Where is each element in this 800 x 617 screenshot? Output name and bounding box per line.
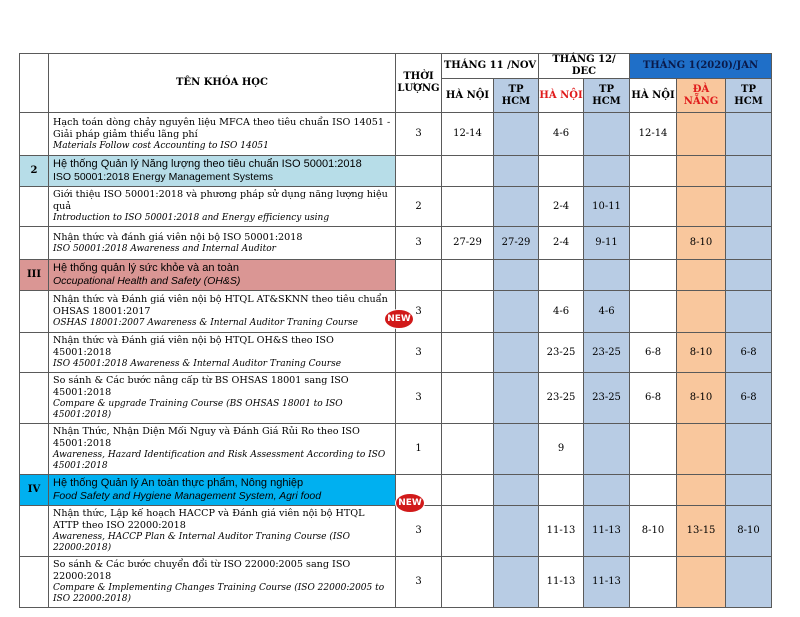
nov-hcm-cell: [494, 557, 539, 608]
empty-cell: [726, 475, 772, 506]
jan-hcm-cell: [726, 557, 772, 608]
course-name-en: ISO 45001:2018 Awareness & Internal Auditor Traning Course: [53, 359, 342, 369]
header-month-dec: THÁNG 12/ DEC: [539, 54, 630, 79]
empty-cell: [677, 260, 726, 291]
course-name-cell: [49, 113, 396, 156]
jan-hcm-cell: [726, 291, 772, 333]
course-name-vn: Nhận thức và Đánh giá viên nội bộ HTQL AT&SKNN theo tiêu chuẩn OHSAS 18001:2017: [53, 294, 388, 317]
course-name-en: Compare & upgrade Training Course (BS OHSAS 18001 to ISO 45001:2018): [53, 399, 343, 420]
course-name-vn: Nhận thức, Lập kế hoạch HACCP và Đánh giá viên nội bộ HTQL ATTP theo ISO 22000:2018: [53, 508, 365, 531]
empty-cell: [584, 475, 630, 506]
section-title-vn: Hệ thống Quản lý An toàn thực phẩm, Nông nghiệp: [53, 477, 304, 489]
dec-hanoi-cell: 11-13: [539, 506, 584, 557]
row-index-cell: [20, 424, 49, 475]
jan-hcm-cell: 8-10: [726, 506, 772, 557]
nov-hcm-cell: [494, 373, 539, 424]
header-row-months: [20, 54, 772, 79]
duration-cell: 3: [396, 333, 442, 373]
jan-hcm-cell: [726, 187, 772, 227]
header-jan-dn: ĐÀ NẴNG: [677, 79, 726, 113]
section-row: [20, 260, 772, 291]
header-blank: [20, 54, 49, 113]
jan-danang-cell: 8-10: [677, 227, 726, 260]
dec-hcm-cell: [584, 113, 630, 156]
jan-hanoi-cell: [630, 557, 677, 608]
course-name-cell: [49, 506, 396, 557]
empty-cell: [396, 156, 442, 187]
nov-hanoi-cell: [442, 557, 494, 608]
course-name-en: Awareness, HACCP Plan & Internal Auditor Traning Course (ISO 22000:2018): [53, 532, 350, 553]
section-title: [49, 475, 396, 506]
dec-hanoi-cell: 4-6: [539, 113, 584, 156]
jan-hcm-cell: [726, 113, 772, 156]
header-nov-hcm: TP HCM: [494, 79, 539, 113]
empty-cell: [726, 260, 772, 291]
dec-hcm-cell: 4-6: [584, 291, 630, 333]
duration-cell: 3: [396, 373, 442, 424]
jan-danang-cell: [677, 424, 726, 475]
jan-danang-cell: 13-15: [677, 506, 726, 557]
nov-hanoi-cell: [442, 333, 494, 373]
nov-hcm-cell: [494, 424, 539, 475]
duration-cell: 1: [396, 424, 442, 475]
course-name-cell: [49, 291, 396, 333]
section-title-en: Food Safety and Hygiene Management System, Agri food: [53, 490, 322, 502]
empty-cell: [726, 156, 772, 187]
dec-hanoi-cell: 2-4: [539, 227, 584, 260]
nov-hcm-cell: [494, 113, 539, 156]
nov-hanoi-cell: 12-14: [442, 113, 494, 156]
new-badge: NEW: [396, 494, 424, 512]
course-name-vn: Nhận thức và Đánh giá viên nội bộ HTQL OH&S theo ISO 45001:2018: [53, 335, 334, 358]
table-body: [20, 113, 772, 608]
course-name-en: ISO 50001:2018 Awareness and Internal Auditor: [53, 243, 276, 254]
empty-cell: [584, 260, 630, 291]
course-name-en: OSHAS 18001:2007 Awareness & Internal Auditor Traning Course: [53, 318, 358, 328]
empty-cell: [494, 260, 539, 291]
course-name-vn: Nhận Thức, Nhận Diện Mối Nguy và Đánh Giá Rủi Ro theo ISO 45001:2018: [53, 426, 360, 449]
row-index-cell: [20, 291, 49, 333]
jan-hcm-cell: 6-8: [726, 333, 772, 373]
jan-danang-cell: [677, 187, 726, 227]
jan-danang-cell: 8-10: [677, 373, 726, 424]
course-name-vn: So sánh & Các bước chuyển đổi từ ISO 22000:2005 sang ISO 22000:2018: [53, 559, 351, 582]
section-title: [49, 260, 396, 291]
course-name-en: Awareness, Hazard Identification and Risk Assessment According to ISO 45001:2018: [53, 450, 386, 471]
training-schedule-table: [19, 53, 772, 608]
section-title: [49, 156, 396, 187]
nov-hcm-cell: [494, 187, 539, 227]
duration-cell: 3: [396, 506, 442, 557]
dec-hanoi-cell: 23-25: [539, 333, 584, 373]
course-name-en: Compare & Implementing Changes Training Course (ISO 22000:2005 to ISO 22000:2018): [53, 583, 385, 604]
course-row: [20, 506, 772, 557]
course-name-en: Materials Follow cost Accounting to ISO 14051: [53, 140, 269, 151]
dec-hcm-cell: 23-25: [584, 373, 630, 424]
header-month-jan: THÁNG 1(2020)/JAN: [630, 54, 772, 79]
nov-hcm-cell: [494, 506, 539, 557]
row-index-cell: [20, 333, 49, 373]
course-name-cell: [49, 557, 396, 608]
course-name-vn: Giới thiệu ISO 50001:2018 và phương pháp sử dụng năng lượng hiệu quả: [53, 189, 388, 212]
dec-hanoi-cell: 9: [539, 424, 584, 475]
empty-cell: [494, 475, 539, 506]
empty-cell: [677, 156, 726, 187]
empty-cell: [584, 156, 630, 187]
jan-hanoi-cell: [630, 424, 677, 475]
row-index-cell: [20, 506, 49, 557]
empty-cell: [630, 475, 677, 506]
empty-cell: [494, 156, 539, 187]
course-row: [20, 557, 772, 608]
jan-danang-cell: [677, 291, 726, 333]
jan-hanoi-cell: 6-8: [630, 333, 677, 373]
jan-hanoi-cell: 8-10: [630, 506, 677, 557]
duration-cell: 3: [396, 227, 442, 260]
empty-cell: [442, 260, 494, 291]
nov-hanoi-cell: [442, 291, 494, 333]
course-row: [20, 333, 772, 373]
nov-hanoi-cell: 27-29: [442, 227, 494, 260]
empty-cell: [442, 475, 494, 506]
course-name-cell: [49, 227, 396, 260]
jan-hanoi-cell: [630, 291, 677, 333]
course-name-cell: [49, 424, 396, 475]
nov-hanoi-cell: [442, 373, 494, 424]
jan-danang-cell: [677, 557, 726, 608]
jan-hanoi-cell: [630, 227, 677, 260]
dec-hanoi-cell: 11-13: [539, 557, 584, 608]
jan-hcm-cell: 6-8: [726, 373, 772, 424]
empty-cell: [396, 260, 442, 291]
jan-hanoi-cell: 6-8: [630, 373, 677, 424]
empty-cell: [677, 475, 726, 506]
course-name-en: Introduction to ISO 50001:2018 and Energy efficiency using: [53, 213, 330, 223]
header-course-name: TÊN KHÓA HỌC: [49, 54, 396, 113]
empty-cell: [539, 260, 584, 291]
section-number: 2: [20, 156, 49, 187]
row-index-cell: [20, 187, 49, 227]
row-index-cell: [20, 557, 49, 608]
dec-hcm-cell: 10-11: [584, 187, 630, 227]
row-index-cell: [20, 113, 49, 156]
section-row: [20, 156, 772, 187]
dec-hanoi-cell: 23-25: [539, 373, 584, 424]
jan-danang-cell: [677, 113, 726, 156]
course-name-cell: [49, 373, 396, 424]
row-index-cell: [20, 373, 49, 424]
nov-hanoi-cell: [442, 424, 494, 475]
empty-cell: [539, 475, 584, 506]
course-row: [20, 373, 772, 424]
duration-cell: 2: [396, 187, 442, 227]
jan-hanoi-cell: 12-14: [630, 113, 677, 156]
section-number: III: [20, 260, 49, 291]
nov-hanoi-cell: [442, 506, 494, 557]
section-title-vn: Hệ thống Quản lý Năng lượng theo tiêu chuẩn ISO 50001:2018: [53, 158, 362, 170]
jan-hcm-cell: [726, 424, 772, 475]
duration-cell: 3: [396, 113, 442, 156]
jan-hcm-cell: [726, 227, 772, 260]
header-month-nov: THÁNG 11 /NOV: [442, 54, 539, 79]
header-dec-hn: HÀ NỘI: [539, 79, 584, 113]
section-title-vn: Hệ thống quản lý sức khỏe và an toàn: [53, 262, 239, 274]
course-name-vn: Nhận thức và đánh giá viên nội bộ ISO 50001:2018: [53, 231, 303, 243]
course-name-cell: [49, 333, 396, 373]
course-row: [20, 113, 772, 156]
empty-cell: [630, 156, 677, 187]
nov-hcm-cell: 27-29: [494, 227, 539, 260]
dec-hcm-cell: 9-11: [584, 227, 630, 260]
course-row: [20, 187, 772, 227]
header-jan-hcm: TP HCM: [726, 79, 772, 113]
course-name-vn: So sánh & Các bước nâng cấp từ BS OHSAS 18001 sang ISO 45001:2018: [53, 375, 349, 398]
header-duration: THỜI LƯỢNG: [396, 54, 442, 113]
course-row: [20, 424, 772, 475]
header-jan-hn: HÀ NỘI: [630, 79, 677, 113]
header-nov-hn: HÀ NỘI: [442, 79, 494, 113]
course-name-vn: Hạch toán dòng chảy nguyên liệu MFCA theo tiêu chuẩn ISO 14051 - Giải pháp giảm thiểu lãng phí: [53, 116, 391, 140]
jan-danang-cell: 8-10: [677, 333, 726, 373]
dec-hcm-cell: 23-25: [584, 333, 630, 373]
section-title-en: ISO 50001:2018 Energy Management Systems: [53, 171, 274, 183]
dec-hanoi-cell: 2-4: [539, 187, 584, 227]
course-row: [20, 227, 772, 260]
section-title-en: Occupational Health and Safety (OH&S): [53, 275, 241, 287]
nov-hcm-cell: [494, 333, 539, 373]
dec-hcm-cell: [584, 424, 630, 475]
duration-cell: 3: [396, 557, 442, 608]
jan-hanoi-cell: [630, 187, 677, 227]
empty-cell: [630, 260, 677, 291]
section-number: IV: [20, 475, 49, 506]
empty-cell: [442, 156, 494, 187]
nov-hcm-cell: [494, 291, 539, 333]
header-dec-hcm: TP HCM: [584, 79, 630, 113]
row-index-cell: [20, 227, 49, 260]
new-badge: NEW: [385, 310, 413, 328]
dec-hcm-cell: 11-13: [584, 557, 630, 608]
empty-cell: [539, 156, 584, 187]
duration-cell: 3: [396, 291, 442, 333]
dec-hanoi-cell: 4-6: [539, 291, 584, 333]
nov-hanoi-cell: [442, 187, 494, 227]
course-name-cell: [49, 187, 396, 227]
dec-hcm-cell: 11-13: [584, 506, 630, 557]
